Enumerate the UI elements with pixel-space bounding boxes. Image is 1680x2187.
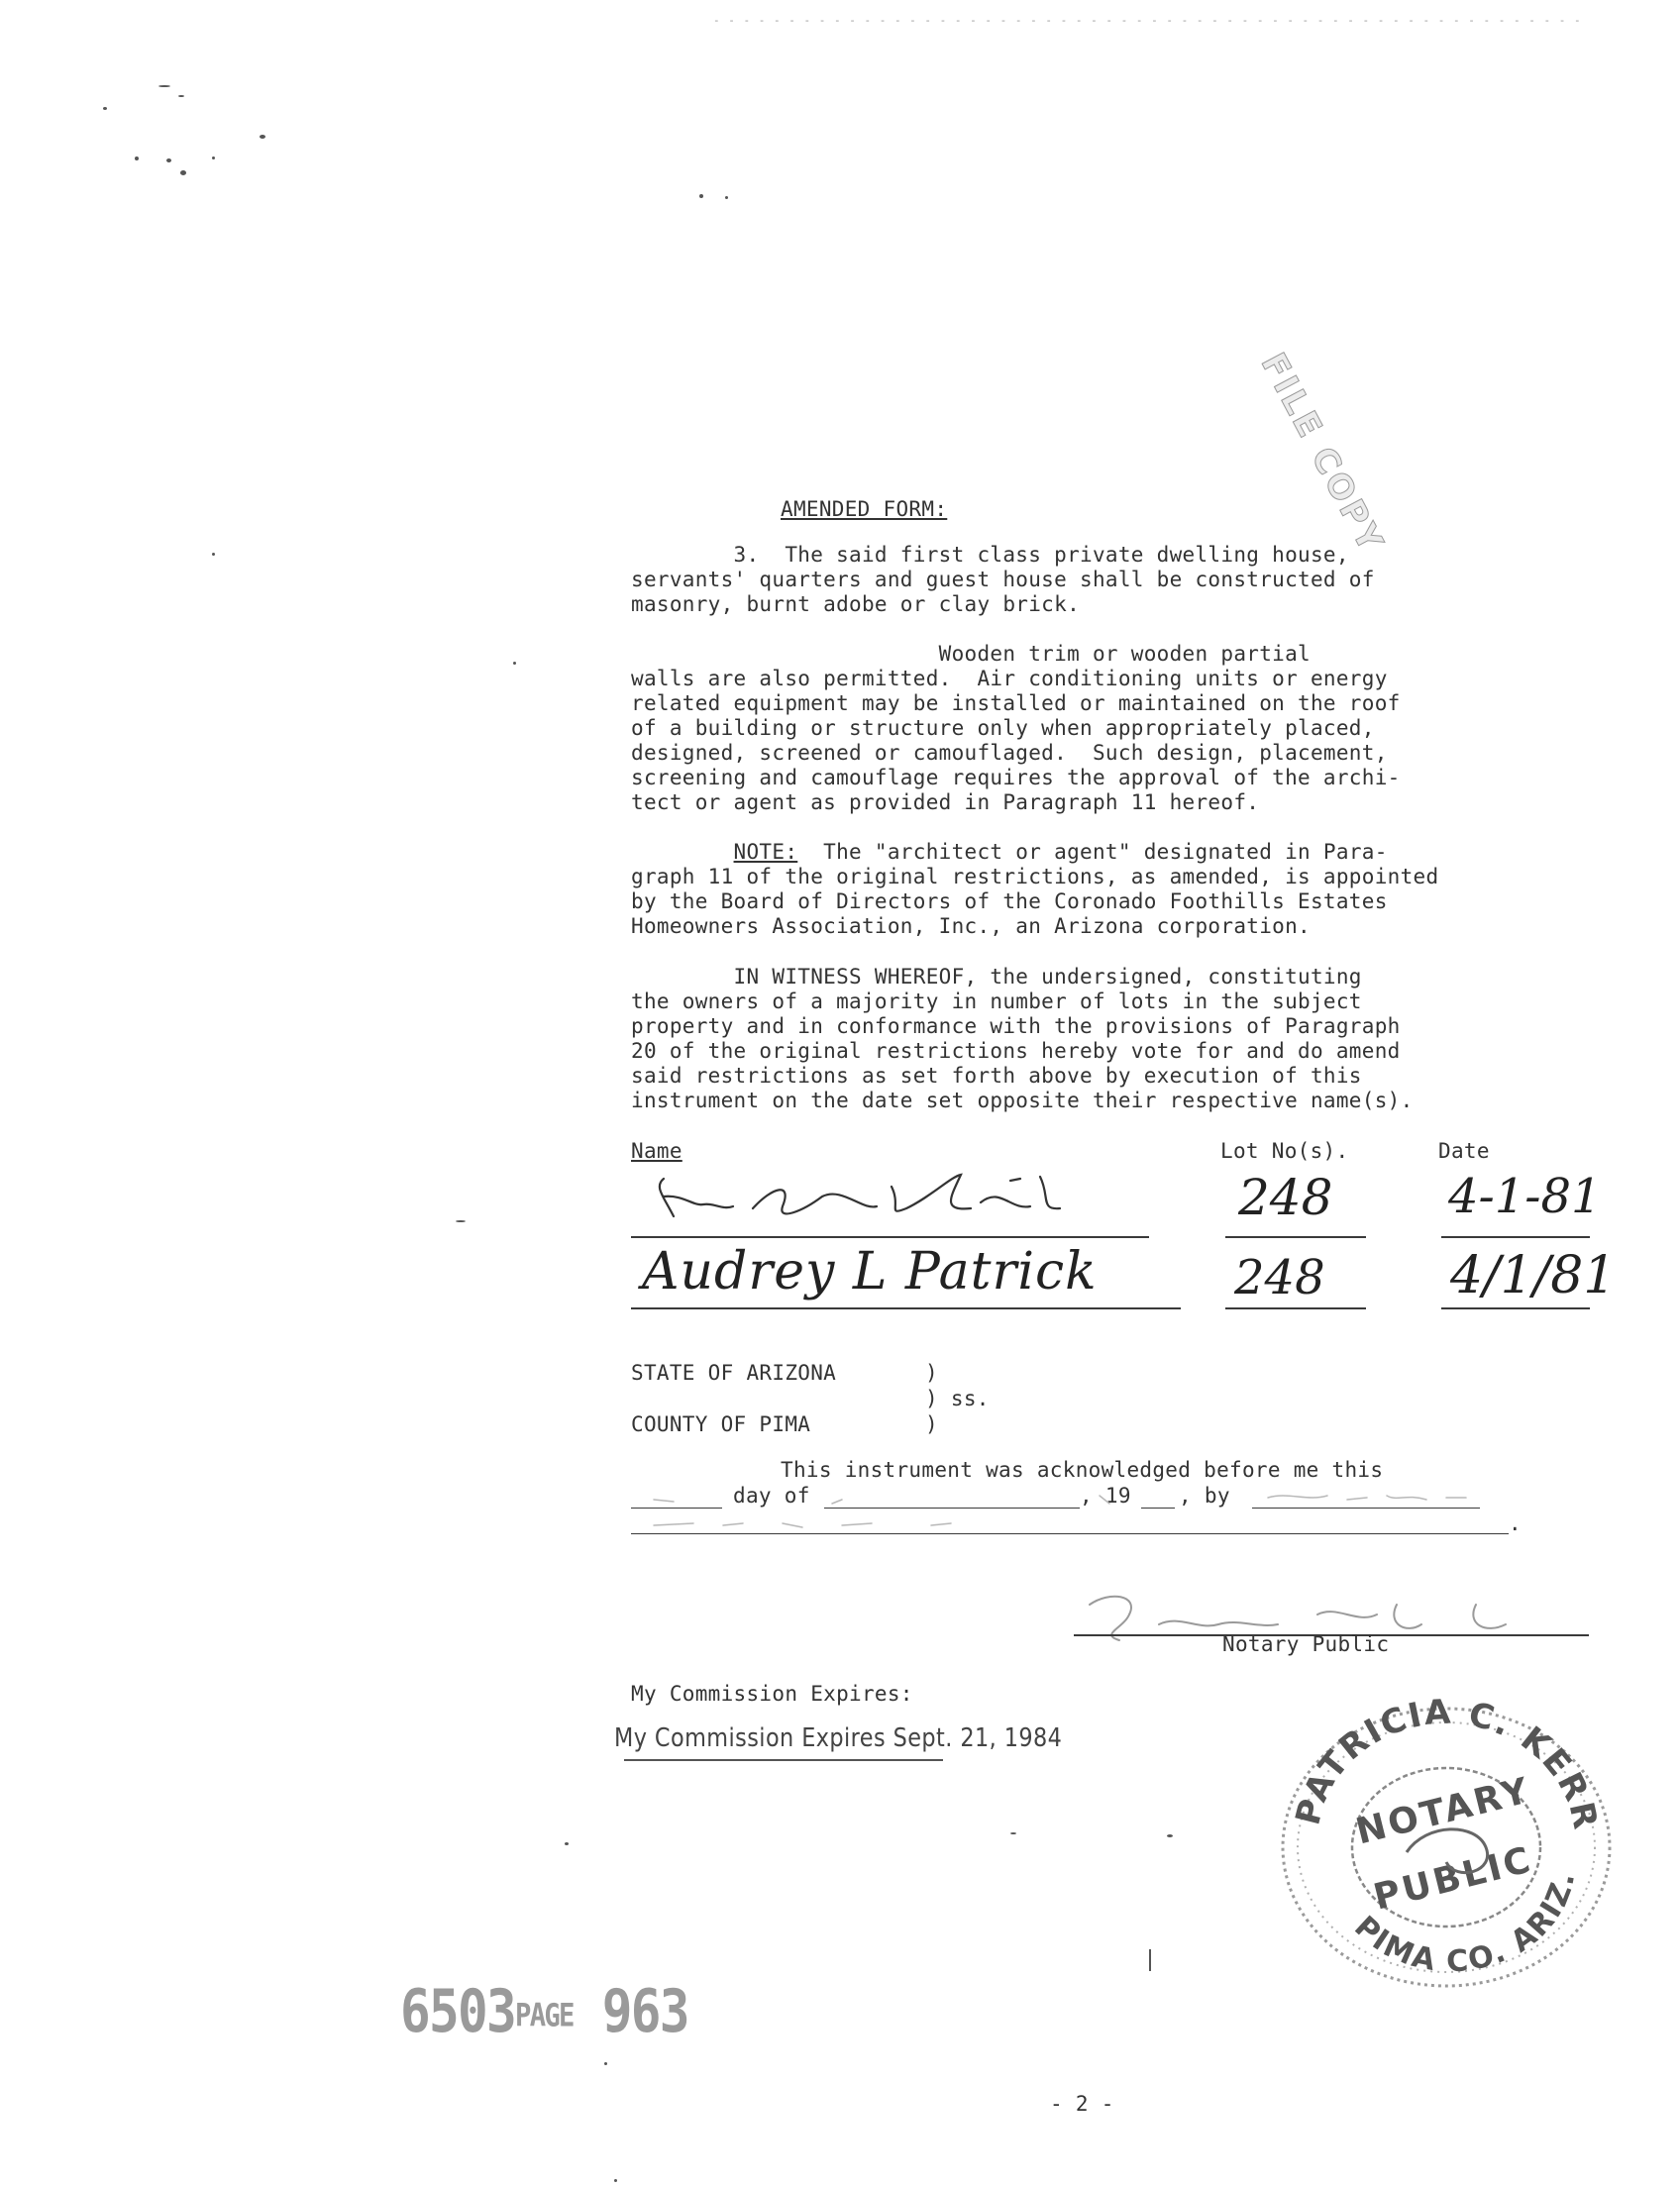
page-number: - 2 - bbox=[1050, 2092, 1114, 2116]
column-header-name: Name bbox=[631, 1139, 682, 1163]
commission-expiry-stamp: My Commission Expires Sept. 21, 1984 bbox=[614, 1723, 1063, 1753]
date-line-1 bbox=[1441, 1236, 1590, 1238]
signature-line-2 bbox=[631, 1307, 1181, 1309]
acknowledgment-line-1: This instrument was acknowledged before me this bbox=[781, 1458, 1384, 1482]
ack-period: . bbox=[1509, 1511, 1522, 1535]
note-paragraph: NOTE: The "architect or agent" designated in Para- graph 11 of the original restrictions, as amended, is appointed by the Board of Directors of the Coronado Foothills Estates Homeowners Association, Inc., an Arizona corporation. bbox=[631, 840, 1439, 938]
ack-year: , 19 bbox=[1080, 1484, 1131, 1508]
venue-state: STATE OF ARIZONA bbox=[631, 1361, 837, 1385]
commission-underline bbox=[624, 1759, 943, 1761]
paragraph-3: 3. The said first class private dwelling house, servants' quarters and guest house shall be constructed of masonry, burnt adobe or clay brick. bbox=[631, 543, 1375, 616]
signature-2: Audrey L Patrick bbox=[642, 1242, 1098, 1302]
venue-ss: ) ss. bbox=[925, 1387, 990, 1410]
witness-paragraph: IN WITNESS WHEREOF, the undersigned, constituting the owners of a majority in number of lots in the subject property and in conformance with the provisions of Paragraph 20 of the original restrictions hereby vote for and do amend said restrictions as set forth above by execution of this instrument on the date set opposite their respective name(s). bbox=[631, 965, 1414, 1112]
seal-notary-text: NOTARY bbox=[1351, 1770, 1535, 1853]
lot-number-1: 248 bbox=[1238, 1169, 1333, 1226]
faint-handwriting bbox=[634, 1486, 1585, 1535]
lot-line-2 bbox=[1225, 1307, 1366, 1309]
amended-form-heading: AMENDED FORM: bbox=[781, 497, 948, 521]
notary-seal bbox=[1258, 1674, 1634, 1991]
lot-line-1 bbox=[1225, 1236, 1366, 1238]
seal-bottom-text: PIMA CO. ARIZ. bbox=[1347, 1868, 1583, 1980]
column-header-lot: Lot No(s). bbox=[1220, 1139, 1349, 1163]
seal-top-text: PATRICIA C. KERR bbox=[1288, 1692, 1606, 1834]
date-1: 4-1-81 bbox=[1448, 1169, 1602, 1224]
file-copy-stamp: FILE COPY bbox=[1252, 347, 1392, 561]
column-header-date: Date bbox=[1438, 1139, 1490, 1163]
commission-label: My Commission Expires: bbox=[631, 1682, 913, 1706]
seal-public-text: PUBLIC bbox=[1369, 1839, 1537, 1919]
venue-bracket-bottom: ) bbox=[925, 1412, 938, 1436]
venue-bracket-top: ) bbox=[925, 1361, 938, 1385]
note-label: NOTE: bbox=[733, 840, 798, 864]
venue-county: COUNTY OF PIMA bbox=[631, 1412, 811, 1436]
paragraph-wooden-trim: Wooden trim or wooden partial walls are also permitted. Air conditioning units or energy related equipment may be installed or maintained on the roof of a building or structure only when appropriately placed, designed, screened or camouflaged. Such design, placement, screening and camouflage requires the approval of the archi- tect or agent as provided in Paragraph 11 hereof. bbox=[631, 642, 1401, 814]
lot-number-2: 248 bbox=[1234, 1250, 1325, 1305]
ack-day-of: day of bbox=[733, 1484, 810, 1508]
signature-line-1 bbox=[631, 1236, 1149, 1238]
recording-number: 6503PAGE 963 bbox=[400, 1977, 688, 2046]
notary-public-label: Notary Public bbox=[1222, 1632, 1390, 1656]
header-noise: - - - - - - - - - - - - - - - - - - - - - - - - - - - - - - - - - - - - - - - - - - - - - - - - - - - - - - - - - - bbox=[713, 14, 1582, 27]
ack-by: , by bbox=[1179, 1484, 1230, 1508]
date-2: 4/1/81 bbox=[1450, 1246, 1617, 1305]
date-line-2 bbox=[1441, 1307, 1590, 1309]
signature-1 bbox=[634, 1167, 1149, 1236]
